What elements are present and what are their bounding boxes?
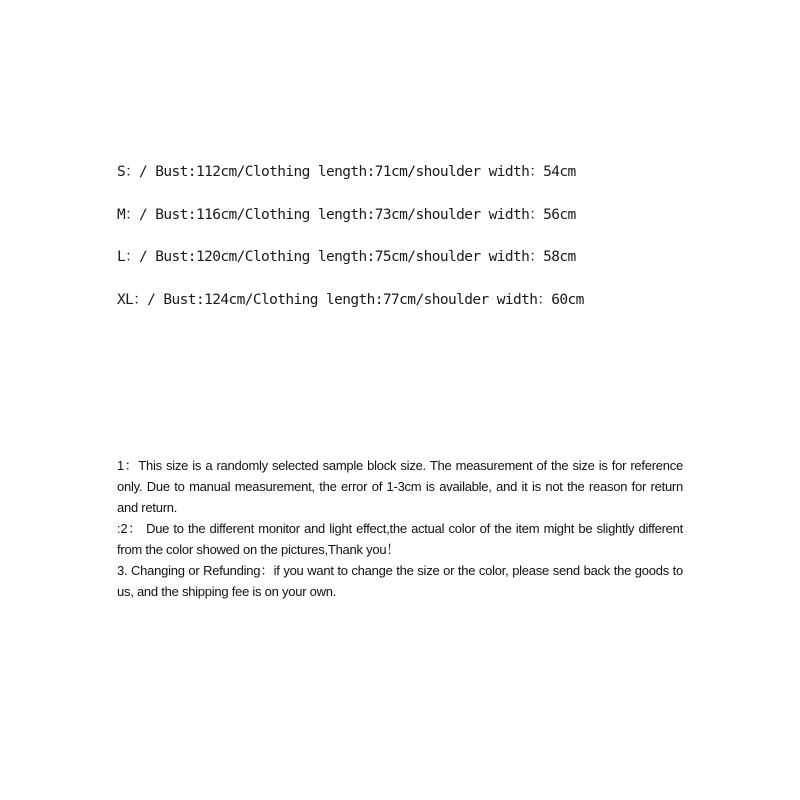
size-row-s: S：/ Bust:112cm/Clothing length:71cm/shoulder width：54cm [117, 164, 576, 180]
note-color-difference: :2： Due to the different monitor and light effect,the actual color of the item might be slightly different from the color showed on the pictures,Thank you！ [117, 521, 683, 557]
note-size-reference: 1：This size is a randomly selected sample block size. The measurement of the size is for reference only. Due to manual measurement, the error of 1-3cm is available, and it is not the reason for return and return. [117, 458, 683, 515]
notes-section [117, 455, 683, 602]
note-returns: 3. Changing or Refunding：if you want to change the size or the color, please send back the goods to us, and the shipping fee is on your own. [117, 563, 683, 599]
size-row-m: M：/ Bust:116cm/Clothing length:73cm/shoulder width：56cm [117, 206, 576, 223]
size-chart [117, 161, 777, 331]
size-row-xl: XL：/ Bust:124cm/Clothing length:77cm/shoulder width：60cm [117, 291, 584, 308]
size-row-l: L：/ Bust:120cm/Clothing length:75cm/shoulder width：58cm [117, 249, 576, 265]
